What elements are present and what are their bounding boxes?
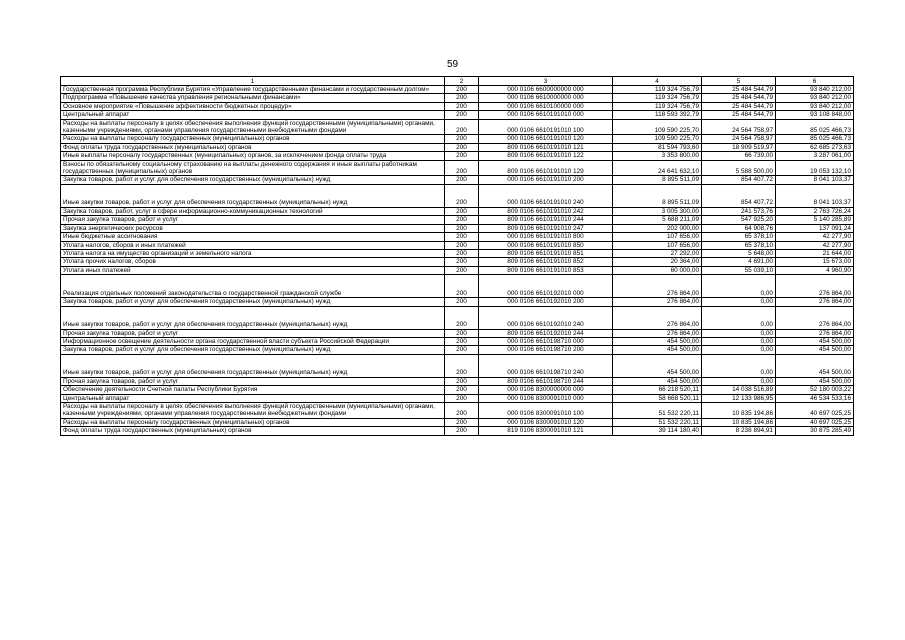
table-row — [61, 394, 854, 402]
budget-item-plan: 276 864,00 — [613, 329, 702, 337]
budget-item-remaining: 21 644,00 — [776, 249, 854, 257]
budget-item-plan: 3 353 800,00 — [613, 152, 702, 160]
table-row — [61, 207, 854, 215]
budget-item-plan: 8 895 511,09 — [613, 184, 702, 207]
budget-item-executed: 0,00 — [702, 275, 776, 298]
table-row — [61, 102, 854, 110]
page-number: 59 — [446, 59, 459, 70]
budget-item-executed: 4 691,00 — [702, 258, 776, 266]
column-number-header: 3 — [479, 77, 613, 86]
table-row — [61, 386, 854, 394]
budget-item-plan: 454 500,00 — [613, 377, 702, 385]
budget-item-remaining: 8 041 103,37 — [776, 184, 854, 207]
column-number-header: 5 — [702, 77, 776, 86]
budget-item-remaining: 42 277,90 — [776, 233, 854, 241]
budget-item-name: Взносы по обязательному социальному страхованию на выплаты денежного содержания и иные выплаты работникам государственных (муниципальных) органов — [61, 160, 445, 176]
budget-item-remaining: 276 864,00 — [776, 306, 854, 329]
budget-item-code: 000 0106 6610100000 000 — [479, 102, 613, 110]
budget-item-plan: 109 590 225,70 — [613, 135, 702, 143]
budget-item-executed: 55 039,10 — [702, 266, 776, 274]
budget-item-name: Прочая закупка товаров, работ и услуг — [61, 329, 445, 337]
budget-item-remaining: 15 673,00 — [776, 258, 854, 266]
budget-item-kvsr: 200 — [445, 275, 479, 298]
column-number-header: 4 — [613, 77, 702, 86]
budget-item-plan: 39 114 180,40 — [613, 427, 702, 435]
budget-item-plan: 276 864,00 — [613, 306, 702, 329]
budget-item-kvsr: 200 — [445, 94, 479, 102]
table-row — [61, 346, 854, 354]
budget-item-name: Центральный аппарат — [61, 111, 445, 119]
budget-item-remaining: 19 053 132,10 — [776, 160, 854, 176]
table-row — [61, 241, 854, 249]
table-row — [61, 418, 854, 426]
budget-item-remaining: 85 025 466,73 — [776, 135, 854, 143]
budget-item-name: Иные закупки товаров, работ и услуг для обеспечения государственных (муниципальных) нужд — [61, 306, 445, 329]
budget-item-kvsr: 200 — [445, 329, 479, 337]
budget-item-kvsr: 200 — [445, 258, 479, 266]
budget-item-name: Закупка товаров, работ и услуг для обеспечения государственных (муниципальных) нужд — [61, 346, 445, 354]
budget-item-name: Расходы на выплаты персоналу в целях обеспечения выполнения функций государственными (муниципальными) органами, казенными учреждениями, органами управления государственными внебюджетными фондами — [61, 402, 445, 418]
budget-item-executed: 24 564 758,97 — [702, 119, 776, 135]
budget-item-kvsr: 200 — [445, 135, 479, 143]
table-row — [61, 152, 854, 160]
budget-item-kvsr: 200 — [445, 394, 479, 402]
budget-item-plan: 107 656,00 — [613, 241, 702, 249]
table-row — [61, 233, 854, 241]
budget-item-executed: 66 739,00 — [702, 152, 776, 160]
budget-item-name: Расходы на выплаты персоналу государственных (муниципальных) органов — [61, 135, 445, 143]
budget-item-name: Уплата прочих налогов, сборов — [61, 258, 445, 266]
budget-item-executed: 0,00 — [702, 329, 776, 337]
budget-item-kvsr: 200 — [445, 86, 479, 94]
budget-item-plan: 8 895 511,09 — [613, 176, 702, 184]
column-number-header: 6 — [776, 77, 854, 86]
table-row — [61, 377, 854, 385]
budget-item-remaining: 276 864,00 — [776, 298, 854, 306]
table-row — [61, 249, 854, 257]
budget-item-executed: 65 378,10 — [702, 241, 776, 249]
budget-item-code: 000 0106 6610198710 240 — [479, 354, 613, 377]
budget-item-executed: 25 484 544,79 — [702, 111, 776, 119]
table-row — [61, 427, 854, 435]
budget-item-name: Закупка товаров, работ и услуг для обеспечения государственных (муниципальных) нужд — [61, 298, 445, 306]
budget-item-name: Прочая закупка товаров, работ и услуг — [61, 377, 445, 385]
budget-item-executed: 14 038 516,89 — [702, 386, 776, 394]
budget-item-name: Расходы на выплаты персоналу в целях обеспечения выполнения функций государственными (муниципальными) органами, казенными учреждениями, органами управления государственными внебюджетными фондами — [61, 119, 445, 135]
budget-item-kvsr: 200 — [445, 233, 479, 241]
budget-item-name: Иные бюджетные ассигнования — [61, 233, 445, 241]
budget-item-kvsr: 200 — [445, 266, 479, 274]
budget-item-remaining: 93 840 212,00 — [776, 86, 854, 94]
table-row — [61, 86, 854, 94]
budget-item-code: 000 0106 6610191010 240 — [479, 184, 613, 207]
budget-item-code: 000 0106 6610191010 800 — [479, 233, 613, 241]
table-row — [61, 160, 854, 176]
budget-item-code: 000 0106 6600000000 000 — [479, 86, 613, 94]
table-row — [61, 143, 854, 151]
budget-item-kvsr: 200 — [445, 337, 479, 345]
budget-item-remaining: 52 180 003,22 — [776, 386, 854, 394]
budget-item-plan: 454 500,00 — [613, 337, 702, 345]
budget-item-code: 809 0106 6610192010 244 — [479, 329, 613, 337]
budget-item-name: Закупка товаров, работ, услуг в сфере информационно-коммуникационных технологий — [61, 207, 445, 215]
table-row — [61, 275, 854, 298]
budget-item-name: Закупка товаров, работ и услуг для обеспечения государственных (муниципальных) нужд — [61, 176, 445, 184]
budget-item-plan: 24 641 632,10 — [613, 160, 702, 176]
budget-item-name: Обеспечение деятельности Счетной палаты Республики Бурятия — [61, 386, 445, 394]
budget-item-name: Центральный аппарат — [61, 394, 445, 402]
budget-item-executed: 0,00 — [702, 298, 776, 306]
budget-item-code: 809 0106 6610191010 852 — [479, 258, 613, 266]
budget-item-executed: 25 484 544,79 — [702, 94, 776, 102]
budget-item-kvsr: 200 — [445, 306, 479, 329]
budget-item-code: 819 0106 8300091010 121 — [479, 427, 613, 435]
budget-item-executed: 10 835 194,86 — [702, 402, 776, 418]
budget-table — [60, 76, 854, 436]
budget-item-kvsr: 200 — [445, 160, 479, 176]
budget-item-name: Фонд оплаты труда государственных (муниципальных) органов — [61, 143, 445, 151]
budget-item-remaining: 454 500,00 — [776, 377, 854, 385]
column-number-header: 2 — [445, 77, 479, 86]
table-row — [61, 298, 854, 306]
budget-item-kvsr: 200 — [445, 143, 479, 151]
budget-item-executed: 0,00 — [702, 337, 776, 345]
budget-item-remaining: 4 960,90 — [776, 266, 854, 274]
budget-item-kvsr: 200 — [445, 427, 479, 435]
budget-item-code: 000 0106 6610198710 200 — [479, 346, 613, 354]
budget-item-code: 809 0106 6610198710 244 — [479, 377, 613, 385]
budget-item-code: 809 0106 6610191010 244 — [479, 216, 613, 224]
budget-item-remaining: 93 840 212,00 — [776, 102, 854, 110]
budget-item-plan: 202 000,00 — [613, 224, 702, 232]
budget-item-kvsr: 200 — [445, 354, 479, 377]
budget-item-executed: 5 648,00 — [702, 249, 776, 257]
budget-item-remaining: 62 685 273,63 — [776, 143, 854, 151]
budget-item-remaining: 454 500,00 — [776, 346, 854, 354]
budget-item-remaining: 93 108 848,00 — [776, 111, 854, 119]
budget-item-name: Подпрограмма «Повышение качества управления региональными финансами» — [61, 94, 445, 102]
budget-item-remaining: 3 287 061,00 — [776, 152, 854, 160]
budget-item-name: Прочая закупка товаров, работ и услуг — [61, 216, 445, 224]
column-number-row — [61, 77, 854, 86]
budget-item-kvsr: 200 — [445, 207, 479, 215]
budget-item-executed: 854 407,72 — [702, 176, 776, 184]
table-row — [61, 258, 854, 266]
table-row — [61, 119, 854, 135]
budget-item-kvsr: 200 — [445, 111, 479, 119]
budget-item-plan: 454 500,00 — [613, 354, 702, 377]
budget-item-remaining: 454 500,00 — [776, 354, 854, 377]
budget-item-plan: 454 500,00 — [613, 346, 702, 354]
budget-item-kvsr: 200 — [445, 346, 479, 354]
budget-item-kvsr: 200 — [445, 224, 479, 232]
budget-item-plan: 118 593 392,79 — [613, 111, 702, 119]
budget-item-plan: 58 668 520,11 — [613, 394, 702, 402]
budget-item-name: Иные закупки товаров, работ и услуг для обеспечения государственных (муниципальных) нужд — [61, 354, 445, 377]
budget-item-code: 000 0106 6610191010 850 — [479, 241, 613, 249]
budget-item-kvsr: 200 — [445, 102, 479, 110]
budget-item-code: 000 0106 6610191010 120 — [479, 135, 613, 143]
budget-item-kvsr: 200 — [445, 241, 479, 249]
budget-item-code: 000 0106 6610191010 000 — [479, 111, 613, 119]
table-row — [61, 216, 854, 224]
budget-item-code: 809 0106 6610191010 121 — [479, 143, 613, 151]
table-row — [61, 266, 854, 274]
budget-item-executed: 64 908,76 — [702, 224, 776, 232]
budget-item-code: 809 0106 6610191010 851 — [479, 249, 613, 257]
budget-item-plan: 276 864,00 — [613, 298, 702, 306]
budget-item-executed: 25 484 544,79 — [702, 86, 776, 94]
budget-item-kvsr: 200 — [445, 377, 479, 385]
table-row — [61, 402, 854, 418]
budget-item-code: 809 0106 6610191010 122 — [479, 152, 613, 160]
budget-item-code: 000 0106 8300000000 000 — [479, 386, 613, 394]
budget-item-name: Государственная программа Республики Бурятия «Управление государственными финансами и государственным долгом» — [61, 86, 445, 94]
budget-item-remaining: 93 840 212,00 — [776, 94, 854, 102]
budget-item-executed: 241 573,76 — [702, 207, 776, 215]
budget-item-executed: 0,00 — [702, 354, 776, 377]
budget-item-executed: 18 909 519,97 — [702, 143, 776, 151]
budget-item-code: 000 0106 6610198710 000 — [479, 337, 613, 345]
table-body — [61, 86, 854, 436]
budget-item-name: Основное мероприятие «Повышение эффективности бюджетных процедур» — [61, 102, 445, 110]
table-row — [61, 337, 854, 345]
table-row — [61, 329, 854, 337]
budget-item-name: Закупка энергетических ресурсов — [61, 224, 445, 232]
budget-item-name: Реализация отдельных положений законодательства о государственной гражданской службе — [61, 275, 445, 298]
budget-item-name: Информационное освещение деятельности органа государственной власти субъекта Российской Федерации — [61, 337, 445, 345]
budget-item-executed: 0,00 — [702, 377, 776, 385]
table-row — [61, 135, 854, 143]
budget-item-kvsr: 200 — [445, 418, 479, 426]
budget-item-executed: 5 588 500,00 — [702, 160, 776, 176]
budget-item-executed: 65 378,10 — [702, 233, 776, 241]
budget-item-remaining: 46 534 533,16 — [776, 394, 854, 402]
table-row — [61, 224, 854, 232]
budget-item-name: Фонд оплаты труда государственных (муниципальных) органов — [61, 427, 445, 435]
budget-item-code: 000 0106 6610191010 100 — [479, 119, 613, 135]
budget-item-name: Уплата налогов, сборов и иных платежей — [61, 241, 445, 249]
budget-item-code: 000 0106 6610000000 000 — [479, 94, 613, 102]
budget-item-code: 000 0106 8300091010 000 — [479, 394, 613, 402]
budget-item-code: 809 0106 6610191010 242 — [479, 207, 613, 215]
budget-item-code: 000 0106 8300091010 120 — [479, 418, 613, 426]
budget-item-code: 809 0106 6610191010 247 — [479, 224, 613, 232]
budget-item-name: Иные выплаты персоналу государственных (муниципальных) органов, за исключением фонда оплаты труда — [61, 152, 445, 160]
budget-item-code: 809 0106 6610191010 129 — [479, 160, 613, 176]
budget-item-plan: 51 532 220,11 — [613, 418, 702, 426]
budget-item-remaining: 42 277,90 — [776, 241, 854, 249]
budget-item-code: 000 0106 6610192010 200 — [479, 298, 613, 306]
budget-item-code: 000 0106 6610191010 200 — [479, 176, 613, 184]
budget-item-remaining: 8 041 103,37 — [776, 176, 854, 184]
budget-item-executed: 547 925,20 — [702, 216, 776, 224]
budget-item-kvsr: 200 — [445, 386, 479, 394]
budget-item-plan: 66 218 520,11 — [613, 386, 702, 394]
budget-item-remaining: 276 864,00 — [776, 329, 854, 337]
budget-item-remaining: 40 697 025,25 — [776, 418, 854, 426]
table-row — [61, 354, 854, 377]
budget-item-plan: 119 324 756,79 — [613, 102, 702, 110]
budget-item-kvsr: 200 — [445, 119, 479, 135]
budget-item-plan: 109 590 225,70 — [613, 119, 702, 135]
budget-item-executed: 24 564 758,97 — [702, 135, 776, 143]
budget-item-remaining: 40 697 025,25 — [776, 402, 854, 418]
budget-item-remaining: 85 025 466,73 — [776, 119, 854, 135]
budget-item-plan: 107 656,00 — [613, 233, 702, 241]
budget-item-code: 000 0106 6610192010 240 — [479, 306, 613, 329]
budget-item-name: Иные закупки товаров, работ и услуг для обеспечения государственных (муниципальных) нужд — [61, 184, 445, 207]
budget-item-remaining: 137 091,24 — [776, 224, 854, 232]
table-row — [61, 176, 854, 184]
budget-item-code: 000 0106 8300091010 100 — [479, 402, 613, 418]
budget-item-executed: 8 238 894,91 — [702, 427, 776, 435]
budget-item-executed: 0,00 — [702, 306, 776, 329]
budget-item-kvsr: 200 — [445, 402, 479, 418]
budget-item-code: 809 0106 6610191010 853 — [479, 266, 613, 274]
table-row — [61, 111, 854, 119]
budget-item-executed: 10 835 194,86 — [702, 418, 776, 426]
budget-item-plan: 81 594 793,60 — [613, 143, 702, 151]
budget-item-kvsr: 200 — [445, 152, 479, 160]
column-number-header: 1 — [61, 77, 445, 86]
budget-item-plan: 27 292,00 — [613, 249, 702, 257]
budget-item-kvsr: 200 — [445, 216, 479, 224]
budget-item-name: Уплата иных платежей — [61, 266, 445, 274]
budget-item-plan: 3 005 300,00 — [613, 207, 702, 215]
budget-item-remaining: 5 140 285,89 — [776, 216, 854, 224]
budget-item-remaining: 30 875 285,49 — [776, 427, 854, 435]
budget-item-plan: 20 364,00 — [613, 258, 702, 266]
budget-item-plan: 276 864,00 — [613, 275, 702, 298]
budget-item-name: Уплата налога на имущество организаций и земельного налога — [61, 249, 445, 257]
budget-item-executed: 854 407,72 — [702, 184, 776, 207]
budget-item-kvsr: 200 — [445, 184, 479, 207]
table-row — [61, 306, 854, 329]
table-row — [61, 94, 854, 102]
budget-item-executed: 25 484 544,79 — [702, 102, 776, 110]
budget-item-plan: 119 324 756,79 — [613, 94, 702, 102]
budget-item-kvsr: 200 — [445, 249, 479, 257]
budget-item-code: 000 0106 6610192010 000 — [479, 275, 613, 298]
budget-item-plan: 60 000,00 — [613, 266, 702, 274]
budget-item-plan: 5 688 211,09 — [613, 216, 702, 224]
budget-item-remaining: 454 500,00 — [776, 337, 854, 345]
budget-item-plan: 119 324 756,79 — [613, 86, 702, 94]
budget-item-kvsr: 200 — [445, 176, 479, 184]
budget-item-executed: 12 133 986,95 — [702, 394, 776, 402]
table-row — [61, 184, 854, 207]
budget-item-kvsr: 200 — [445, 298, 479, 306]
budget-item-plan: 51 532 220,11 — [613, 402, 702, 418]
budget-item-remaining: 276 864,00 — [776, 275, 854, 298]
budget-item-remaining: 2 763 726,24 — [776, 207, 854, 215]
budget-item-name: Расходы на выплаты персоналу государственных (муниципальных) органов — [61, 418, 445, 426]
budget-item-executed: 0,00 — [702, 346, 776, 354]
